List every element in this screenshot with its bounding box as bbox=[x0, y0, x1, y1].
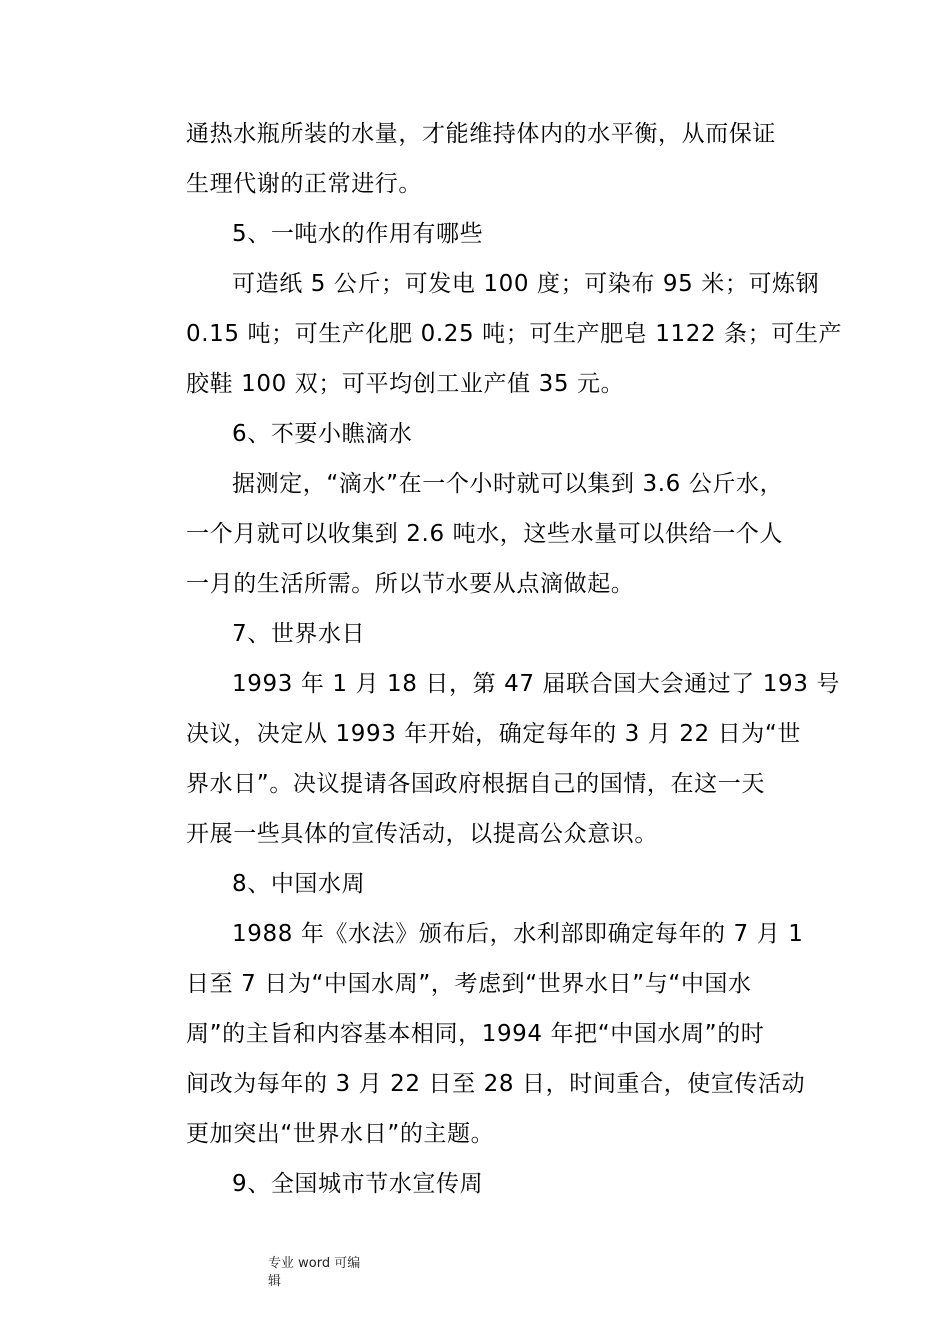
footer-note bbox=[268, 1255, 368, 1291]
footer-line: 专业 word 可编 bbox=[268, 1256, 361, 1271]
text-line: 据测定，“滴水”在一个小时就可以集到 3.6 公斤水， bbox=[232, 471, 784, 497]
section-heading: 5、一吨水的作用有哪些 bbox=[232, 221, 484, 247]
text-line: 一个月就可以收集到 2.6 吨水，这些水量可以供给一个人 bbox=[186, 521, 783, 547]
section-heading: 7、世界水日 bbox=[232, 621, 366, 647]
text-line: 界水日”。决议提请各国政府根据自己的国情，在这一天 bbox=[186, 771, 765, 797]
section-heading: 6、不要小瞧滴水 bbox=[232, 421, 413, 447]
text-line: 可造纸 5 公斤；可发电 100 度；可染布 95 米；可炼钢 bbox=[232, 271, 820, 297]
text-line: 间改为每年的 3 月 22 日至 28 日，时间重合，使宣传活动 bbox=[186, 1071, 806, 1097]
section-heading: 9、全国城市节水宣传周 bbox=[232, 1171, 484, 1197]
section-heading: 8、中国水周 bbox=[232, 871, 366, 897]
text-line: 一月的生活所需。所以节水要从点滴做起。 bbox=[186, 571, 635, 597]
text-line: 开展一些具体的宣传活动，以提高公众意识。 bbox=[186, 821, 658, 847]
text-line: 周”的主旨和内容基本相同，1994 年把“中国水周”的时 bbox=[186, 1021, 765, 1047]
text-line: 更加突出“世界水日”的主题。 bbox=[186, 1121, 495, 1147]
footer-line: 辑 bbox=[268, 1274, 282, 1289]
text-line: 0.15 吨；可生产化肥 0.25 吨；可生产肥皂 1122 条；可生产 bbox=[186, 321, 843, 347]
text-line: 决议，决定从 1993 年开始，确定每年的 3 月 22 日为“世 bbox=[186, 721, 802, 747]
text-line: 通热水瓶所装的水量，才能维持体内的水平衡，从而保证 bbox=[186, 121, 776, 147]
text-line: 日至 7 日为“中国水周”，考虑到“世界水日”与“中国水 bbox=[186, 971, 752, 997]
text-line: 1993 年 1 月 18 日，第 47 届联合国大会通过了 193 号 bbox=[232, 671, 840, 697]
text-line: 1988 年《水法》颁布后，水利部即确定每年的 7 月 1 bbox=[232, 921, 804, 947]
text-line: 胶鞋 100 双；可平均创工业产值 35 元。 bbox=[186, 371, 625, 397]
text-line: 生理代谢的正常进行。 bbox=[186, 171, 422, 197]
